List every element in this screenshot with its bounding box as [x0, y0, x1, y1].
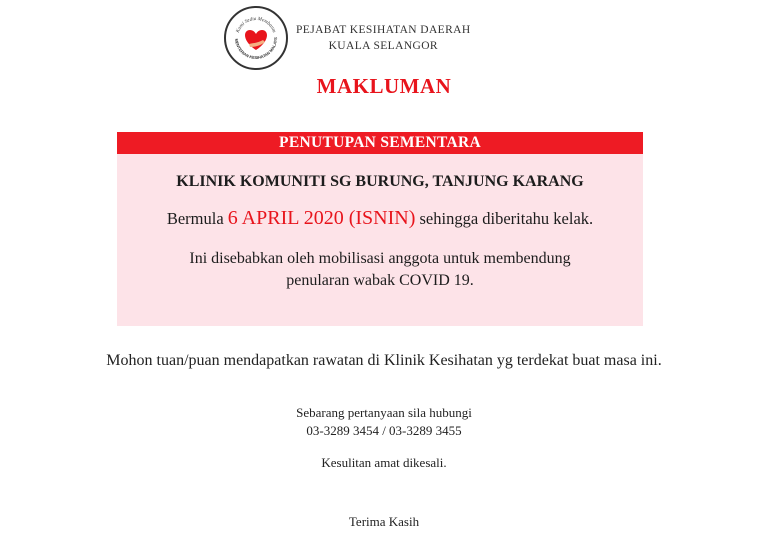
ministry-logo	[224, 6, 288, 70]
org-line-2: KUALA SELANGOR	[328, 40, 438, 52]
contact-phone: 03-3289 3454 / 03-3289 3455	[306, 423, 462, 438]
page-title: MAKLUMAN	[316, 74, 452, 98]
contact-info	[0, 404, 768, 440]
svg-text:KEMENTERIAN KESIHATAN MALAYSIA: MENTERIAN KESIHATAN MALAYS	[233, 37, 279, 61]
start-date-line	[117, 207, 643, 230]
start-suffix: sehingga diberitahu kelak.	[419, 209, 594, 228]
organisation-name	[296, 22, 471, 54]
org-line-1: PEJABAT KESIHATAN DAERAH	[296, 24, 471, 36]
reason-line-2: penularan wabak COVID 19.	[286, 272, 474, 289]
notice-heading: PENUTUPAN SEMENTARA	[117, 132, 643, 154]
closure-reason	[117, 248, 643, 292]
clinic-name: KLINIK KOMUNITI SG BURUNG, TANJUNG KARANG	[176, 173, 584, 190]
apology-text: Kesulitan amat dikesali.	[321, 455, 447, 470]
request-text: Mohon tuan/puan mendapatkan rawatan di Klinik Kesihatan yg terdekat buat masa ini.	[106, 352, 662, 369]
start-date: 6 APRIL 2020 (ISNIN)	[227, 207, 416, 229]
start-prefix: Bermula	[166, 209, 224, 228]
heart-hand-icon	[228, 10, 284, 66]
svg-text:Kami Sedia Membantu: Kami Sedia Membantu	[235, 16, 277, 34]
reason-line-1: Ini disebabkan oleh mobilisasi anggota untuk membendung	[189, 250, 571, 267]
header	[224, 6, 471, 70]
contact-line-1: Sebarang pertanyaan sila hubungi	[296, 405, 472, 420]
closure-notice-box	[117, 132, 643, 326]
thanks-text: Terima Kasih	[348, 514, 420, 529]
